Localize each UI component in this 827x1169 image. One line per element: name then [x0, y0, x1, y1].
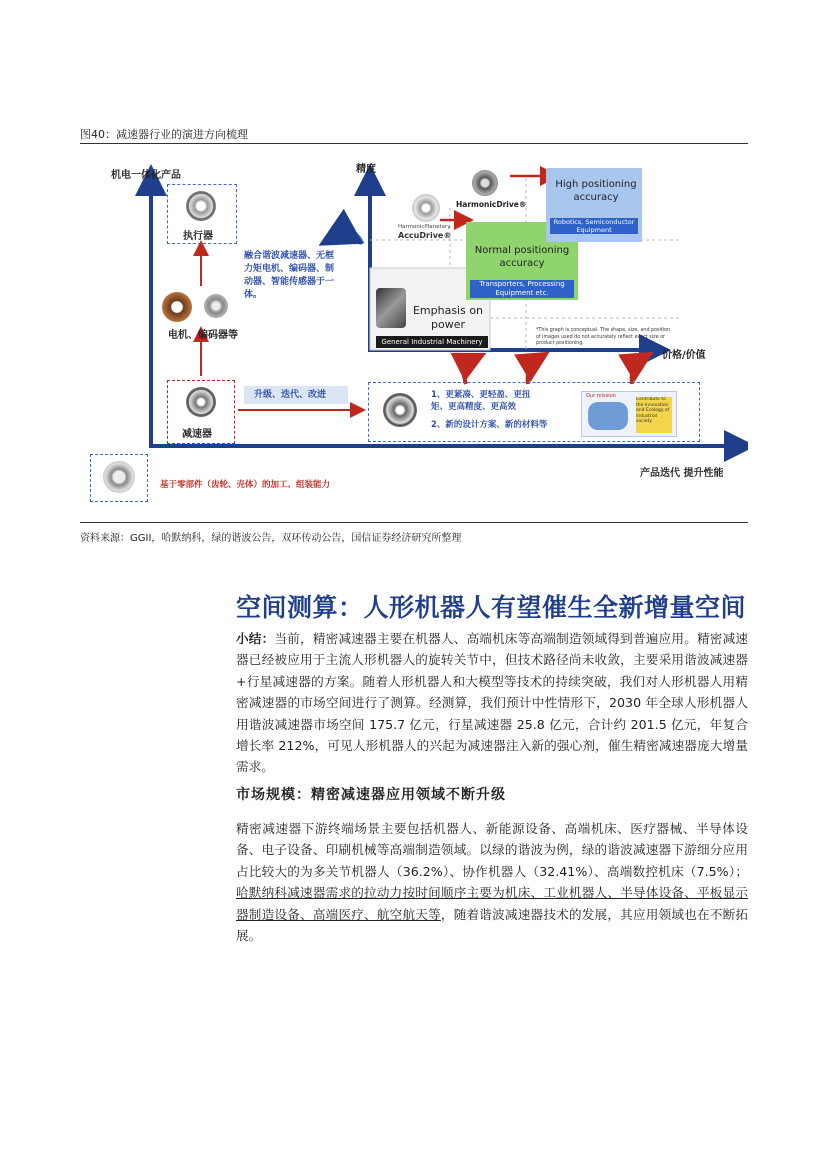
base-note: 基于零部件（齿轮、壳体）的加工、组装能力	[160, 480, 331, 490]
mission-title: Our mission	[586, 393, 616, 399]
base-wheel-icon	[103, 461, 135, 493]
normal-accuracy-sub: Transporters, Processing Equipment etc.	[470, 280, 574, 298]
curve-arrow-blue	[336, 232, 362, 244]
actuator-gear-icon	[186, 191, 216, 221]
subsection-title: 市场规模：精密减速器应用领域不断升级	[236, 787, 506, 803]
brand-accu: AccuDrive®	[398, 231, 452, 240]
actuator-label: 执行器	[183, 231, 213, 242]
left-y-axis-label: 机电一体化产品	[111, 170, 181, 181]
motor-label: 电机、编码器等	[168, 330, 238, 341]
mission-circle-icon	[588, 402, 628, 430]
section-title: 空间测算：人形机器人有望催生全新增量空间	[236, 593, 747, 622]
mission-diagram	[581, 391, 677, 437]
actuator-box	[167, 184, 237, 244]
harmonic-gear-icon	[472, 170, 498, 196]
base-part-box	[90, 454, 148, 502]
summary-text: 当前，精密减速器主要在机器人、高端机床等高端制造领域得到普遍应用。精密减速器已经被应用于主流人形机器人的旋转关节中，但技术路径尚未收敛，主要采用谐波减速器+行星减速器的方案。随着人形机器人和大模型等技术的持续突破，我们对人形机器人用精密减速器的市场空间进行了测算。经测算，我们预计中性情形下，2030 年全球人形机器人用谐波减速器市场空间 175.7 亿元，行星减速器 25.8 亿元，合计约 201.5 亿元，年复合增长率 212%，可见人形机器人的兴起为减速器注入新的强心剂，催生精密减速器庞大增量需求。	[236, 631, 749, 775]
summary-label: 小结：	[236, 631, 275, 646]
market-text-a: 精密减速器下游终端场景主要包括机器人、新能源设备、高端机床、医疗器械、半导体设备、电子设备、印刷机械等高端制造领域。以绿的谐波为例，绿的谐波减速器下游细分应用占比较大的为多关节机器人（36.2%）、协作机器人（32.41%）、高端数控机床（7.5%）；	[236, 821, 748, 879]
disclaimer: *This graph is conceptual. The shape, size, and position of images used do not accurately reflect exact size or product positioning.	[536, 328, 671, 346]
summary-paragraph	[236, 628, 748, 778]
improvement-gear-icon	[383, 393, 417, 427]
power-machine-icon	[376, 288, 406, 328]
high-accuracy-sub: Robotics, Semiconductor Equipment	[550, 218, 638, 234]
market-paragraph	[236, 818, 748, 946]
right-x-axis-label: 价格/价值	[662, 350, 706, 361]
figure-top-rule	[80, 143, 748, 144]
market-text-c: ，随着谐波减速器技术的发展，其应用领域也在不断拓展。	[236, 906, 749, 944]
power-sub: General Industrial Machinery	[376, 336, 488, 348]
normal-accuracy-title: Normal positioning accuracy	[474, 245, 570, 269]
figure-bottom-rule	[80, 522, 748, 523]
figure-source: 资料来源：GGII，哈默纳科，绿的谐波公告，双环传动公告，国信证券经济研究所整理	[80, 533, 462, 544]
mission-note: Contribute to the Innovation and Ecology of industrial society	[636, 397, 672, 433]
encoder-icon	[204, 294, 228, 318]
improvement-box	[368, 382, 700, 442]
reducer-box	[167, 380, 235, 444]
reducer-gear-icon	[186, 387, 216, 417]
brand-harmonic: HarmonicDrive®	[456, 200, 527, 209]
integration-note: 融合谐波减速器、无框力矩电机、编码器、制动器、智能传感器于一体。	[244, 251, 335, 300]
curve-arrow-3	[632, 360, 640, 384]
left-x-axis-label: 产品迭代 提升性能	[640, 468, 724, 479]
figure-caption: 图40：减速器行业的演进方向梳理	[80, 128, 248, 141]
accudrive-icon	[412, 194, 440, 222]
high-accuracy-title: High positioning accuracy	[555, 179, 637, 203]
motor-ring-icon	[162, 292, 192, 322]
market-text-underlined: 哈默纳科减速器需求的拉动力按时间顺序主要为机床、工业机器人、半导体设备、平板显示器制造设备、高端医疗、航空航天等	[236, 885, 748, 922]
reducer-label: 减速器	[182, 429, 212, 440]
curve-arrow-1	[464, 360, 472, 384]
upgrade-tag	[244, 386, 348, 404]
figure-evolution	[80, 148, 748, 520]
brand-accu-top: HarmonicPlanetary	[398, 224, 451, 230]
improve-point-2: 2、新的设计方案、新的材料等	[431, 420, 548, 430]
power-title: Emphasis on power	[412, 304, 484, 331]
right-y-axis-label: 精度	[356, 164, 376, 175]
curve-arrow-2	[528, 360, 536, 384]
improve-point-1: 1、更紧凑、更轻盈、更扭矩、更高精度、更高效	[431, 390, 531, 412]
upgrade-label: 升级、迭代、改进	[254, 390, 327, 400]
